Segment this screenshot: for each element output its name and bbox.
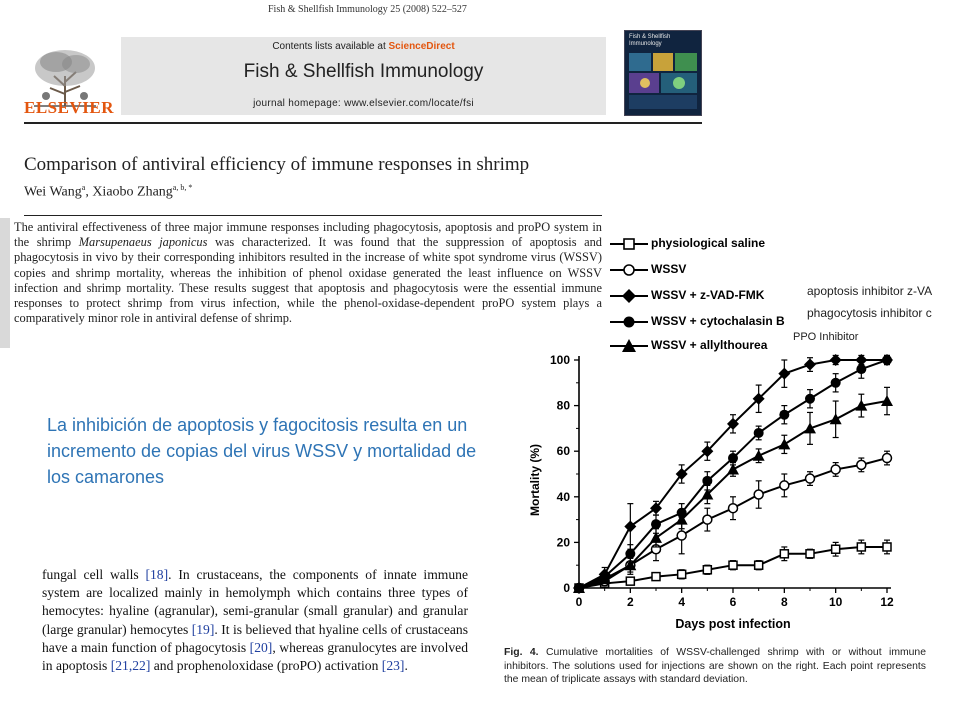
data-point — [678, 570, 686, 578]
legend-label: WSSV — [651, 262, 687, 276]
data-point — [703, 566, 711, 574]
legend-label: WSSV + cytochalasin B — [651, 314, 785, 328]
x-tick-label: 4 — [678, 595, 686, 609]
data-point — [804, 359, 816, 371]
y-tick-label: 20 — [556, 535, 570, 550]
data-point — [754, 490, 763, 499]
data-point — [832, 545, 840, 553]
abstract-part: was characterized. It was found that the suppression of apoptosis and phagocytosis in vivo by their corresponding inhibitors resulted in the increase of white spot syndrome virus (WSSV) copies and shrimp mortality, whereas the inhibition of phenol oxidase generated the least influence on WSSV infection and shrimp mortality. These results suggest that apoptosis and phagocytosis were the essential immune responses to protect shrimp from virus infection, while the phenol-oxidase-dependent proPO system plays a comparatively minor role in antiviral defense of shrimp. — [14, 235, 602, 326]
legend-label: WSSV + z-VAD-FMK — [651, 288, 765, 302]
author-name[interactable]: Wei Wang — [24, 184, 82, 200]
y-tick-label: 80 — [556, 398, 570, 413]
data-point — [806, 474, 815, 483]
author-list — [24, 183, 192, 201]
series-physiological-saline — [575, 540, 891, 592]
publisher-name: ELSEVIER — [24, 98, 114, 117]
data-point — [702, 476, 712, 486]
diamond-filled-marker-icon — [610, 288, 650, 304]
citation-link[interactable]: [20] — [249, 639, 273, 655]
citation-link[interactable]: [21,22] — [110, 658, 151, 674]
affiliation-mark[interactable]: a — [81, 183, 86, 192]
data-point — [779, 410, 789, 420]
y-tick-label: 100 — [549, 353, 570, 367]
data-point — [753, 450, 765, 461]
spanish-annotation: La inhibición de apoptosis y fagocitosis resulta en un incremento de copias del virus WSSV y mortalidad de los camarones — [47, 415, 477, 487]
author-name[interactable]: Xiaobo Zhang — [92, 184, 173, 200]
data-point — [778, 438, 790, 449]
data-point — [625, 549, 635, 559]
data-point — [651, 519, 661, 529]
note-phagocytosis-inhibitor: phagocytosis inhibitor c — [807, 306, 932, 320]
chart-series-group — [573, 354, 893, 594]
contents-prefix: Contents lists available at — [272, 41, 389, 52]
figure-caption — [504, 646, 926, 687]
body-text: . It is believed that hyaline cells of crustaceans have a main function of phagocytosis — [42, 621, 468, 655]
data-point — [806, 550, 814, 558]
y-tick-label: 0 — [563, 581, 570, 595]
x-tick-label: 0 — [575, 595, 583, 609]
x-tick-label: 2 — [626, 595, 634, 609]
contents-line — [121, 41, 606, 52]
data-point — [831, 378, 841, 388]
abstract-margin-strip — [0, 218, 10, 348]
cover-title: Fish & Shellfish Immunology — [629, 34, 671, 47]
affiliation-mark[interactable]: a, b, * — [172, 183, 193, 192]
data-point — [883, 543, 891, 551]
data-point — [703, 515, 712, 524]
journal-banner — [121, 37, 606, 115]
citation-link[interactable]: [23] — [381, 658, 405, 674]
legend-label: physiological saline — [651, 236, 766, 250]
data-point — [881, 395, 893, 406]
abstract-text — [14, 220, 602, 326]
note-apoptosis-inhibitor: apoptosis inhibitor z-VA — [807, 284, 933, 298]
data-point — [805, 394, 815, 404]
y-axis-label: Mortality (%) — [528, 444, 542, 516]
legend-label: WSSV + allylthourea — [651, 338, 768, 352]
journal-name: Fish & Shellfish Immunology — [243, 61, 484, 82]
body-text: . In crustaceans, the components of innate immune system are localized mainly in hemolymph which contains three types of hemocytes: hyaline (agranular), semi-granular (small granular) and granular (large granular) hemocytes — [42, 567, 468, 637]
abstract-rule — [24, 215, 602, 216]
data-point — [830, 413, 842, 424]
caption-text: Cumulative mortalities of WSSV-challenged shrimp with or without immune inhibitors. The solutions used for injections are shown on the right. Each point represents the mean of triplicate assays with standard deviation. — [504, 647, 926, 685]
data-point — [831, 465, 840, 474]
body-paragraph — [42, 566, 468, 675]
sciencedirect-link[interactable]: ScienceDirect — [388, 41, 455, 52]
body-text: . — [404, 658, 408, 674]
note-ppo-inhibitor: PPO Inhibitor — [793, 331, 859, 343]
data-point — [780, 550, 788, 558]
data-point — [754, 428, 764, 438]
data-point — [677, 531, 686, 540]
abstract-part: The antiviral effectiveness of three major immune responses including phagocytosis, apoptosis and proPO system in the shrimp — [14, 220, 602, 250]
data-point — [652, 573, 660, 581]
body-text: fungal cell walls — [42, 567, 146, 582]
header-rule — [24, 122, 702, 124]
data-point — [857, 543, 865, 551]
circle-open-marker-icon — [610, 262, 650, 278]
paper-title: Comparison of antiviral efficiency of immune responses in shrimp — [24, 154, 530, 175]
journal-cover-image — [624, 30, 702, 116]
data-point — [830, 354, 842, 366]
data-point — [755, 561, 763, 569]
citation-link[interactable]: [18] — [145, 567, 169, 582]
data-point — [780, 481, 789, 490]
data-point — [857, 460, 866, 469]
citation-link[interactable]: [19] — [191, 621, 215, 637]
data-point — [729, 504, 738, 513]
species-name: Marsupenaeus japonicus — [78, 235, 208, 250]
journal-homepage[interactable]: journal homepage: www.elsevier.com/locate/fsi — [253, 98, 474, 109]
y-tick-label: 60 — [556, 444, 570, 459]
square-open-marker-icon — [610, 236, 650, 252]
figure-label: Fig. 4. — [504, 647, 539, 658]
x-tick-label: 12 — [880, 595, 894, 609]
data-point — [856, 364, 866, 374]
data-point — [882, 355, 892, 365]
data-point — [650, 532, 662, 543]
x-tick-label: 10 — [828, 595, 843, 609]
data-point — [729, 561, 737, 569]
y-tick-label: 40 — [556, 489, 570, 504]
data-point — [728, 453, 738, 463]
data-point — [883, 454, 892, 463]
journal-reference: Fish & Shellfish Immunology 25 (2008) 522–527 — [268, 4, 467, 15]
x-tick-label: 8 — [780, 595, 788, 609]
data-point — [626, 577, 634, 585]
body-text: and prophenoloxidase (proPO) activation — [150, 658, 382, 674]
mortality-chart — [510, 348, 950, 642]
x-tick-label: 6 — [729, 595, 737, 609]
circle-filled-marker-icon — [610, 314, 650, 330]
author-separator: , — [85, 184, 93, 200]
x-axis-label: Days post infection — [675, 617, 791, 631]
body-text: , whereas granulocytes are involved in apoptosis — [42, 639, 468, 674]
data-point — [727, 463, 739, 474]
